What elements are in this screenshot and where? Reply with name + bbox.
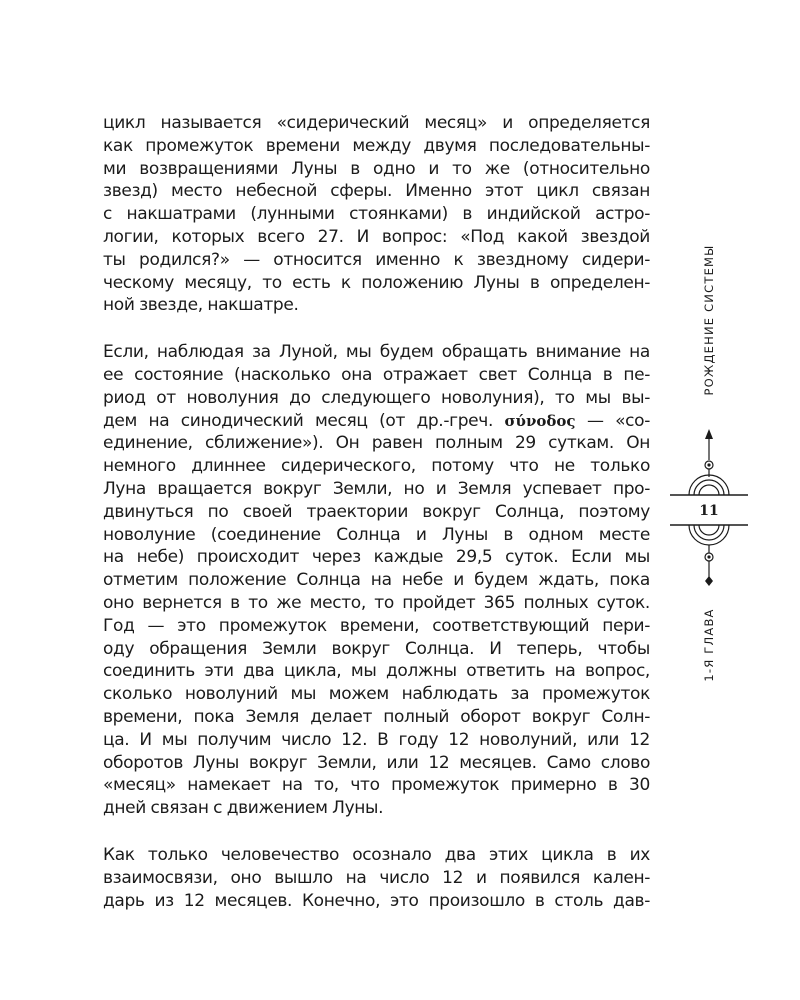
text-line: на небе) происходит через каждые 29,5 суток. Если мы [103,547,650,568]
text-line: цикл называется «сидерический месяц» и определяется [103,113,650,133]
text-line: взаимосвязи, оно вышло на число 12 и появился кален- [103,867,650,888]
text-line: соединить эти два цикла, мы должны ответить на вопрос, [103,661,650,682]
text-line: звезд) место небесной сферы. Именно этот цикл связан [103,181,650,202]
text-line: времени, пока Земля делает полный оборот вокруг Солн- [103,706,650,727]
text-line: «месяц» намекает на то, что промежуток примерно в 30 [103,775,650,796]
text-line: сколько новолуний мы можем наблюдать за промежуток [103,684,650,705]
text-line: единение, сближение»). Он равен полным 29 суткам. Он [103,433,650,454]
text-line: Если, наблюдая за Луной, мы будем обращать внимание на [103,342,650,363]
text-line: Год — это промежуток времени, соответствующий пери- [103,615,650,636]
paragraph-gap [103,820,650,844]
text-line: оборотов Луны вокруг Земли, или 12 месяцев. Само слово [103,752,650,773]
text-line: ческому месяцу, то есть к положению Луны в определен- [103,272,650,293]
text-line: риод от новолуния до следующего новолуния), то мы вы- [103,387,650,408]
text-line: Как только человечество осознало два этих цикла в их [103,844,650,865]
running-header: РОЖДЕНИЕ СИСТЕМЫ [702,244,716,396]
text-line: ца. И мы получим число 12. В году 12 новолуний, или 12 [103,729,650,750]
text-line: оно вернется в то же место, то пройдет 365 полных суток. [103,592,650,613]
text-line: ты родился?» — относится именно к звездному сидери- [103,249,650,270]
text-line: Луна вращается вокруг Земли, но и Земля успевает про- [103,478,650,499]
text-line: немного длиннее сидерического, потому что не только [103,456,650,477]
text-line: дарь из 12 месяцев. Конечно, это произошло в столь дав- [103,890,650,911]
paragraph [103,112,650,317]
body-text [103,112,650,912]
page-number: 11 [699,503,719,519]
text-line: оду обращения Земли вокруг Солнца. И теперь, чтобы [103,638,650,659]
text-line: ее состояние (насколько она отражает свет Солнца в пе- [103,364,650,385]
text-line: с накшатрами (лунными стоянками) в индийской астро- [103,204,650,225]
text-line: новолуние (соединение Солнца и Луны в одном месте [103,524,650,545]
text-line: как промежуток времени между двумя последовательны- [103,135,650,156]
text-line: дней связан с движением Луны. [103,798,384,819]
text-line: двинуться по своей траектории вокруг Солнца, поэтому [103,501,650,522]
text-line: дем на синодический месяц (от др.-греч. σύνοδος — «со- [103,410,651,431]
paragraph-gap [103,317,650,341]
diamond-icon [705,576,713,586]
text-line: логии, которых всего 27. И вопрос: «Под какой звездой [103,226,650,247]
paragraph [103,844,650,912]
text-line: ной звезде, накшатре. [103,295,299,316]
paragraph [103,341,650,820]
text-line: отметим положение Солнца на небе и будем ждать, пока [103,570,650,591]
chapter-label: 1-Я ГЛАВА [702,608,716,682]
text-line: ми возвращениями Луны в одно и то же (относительно [103,158,650,179]
